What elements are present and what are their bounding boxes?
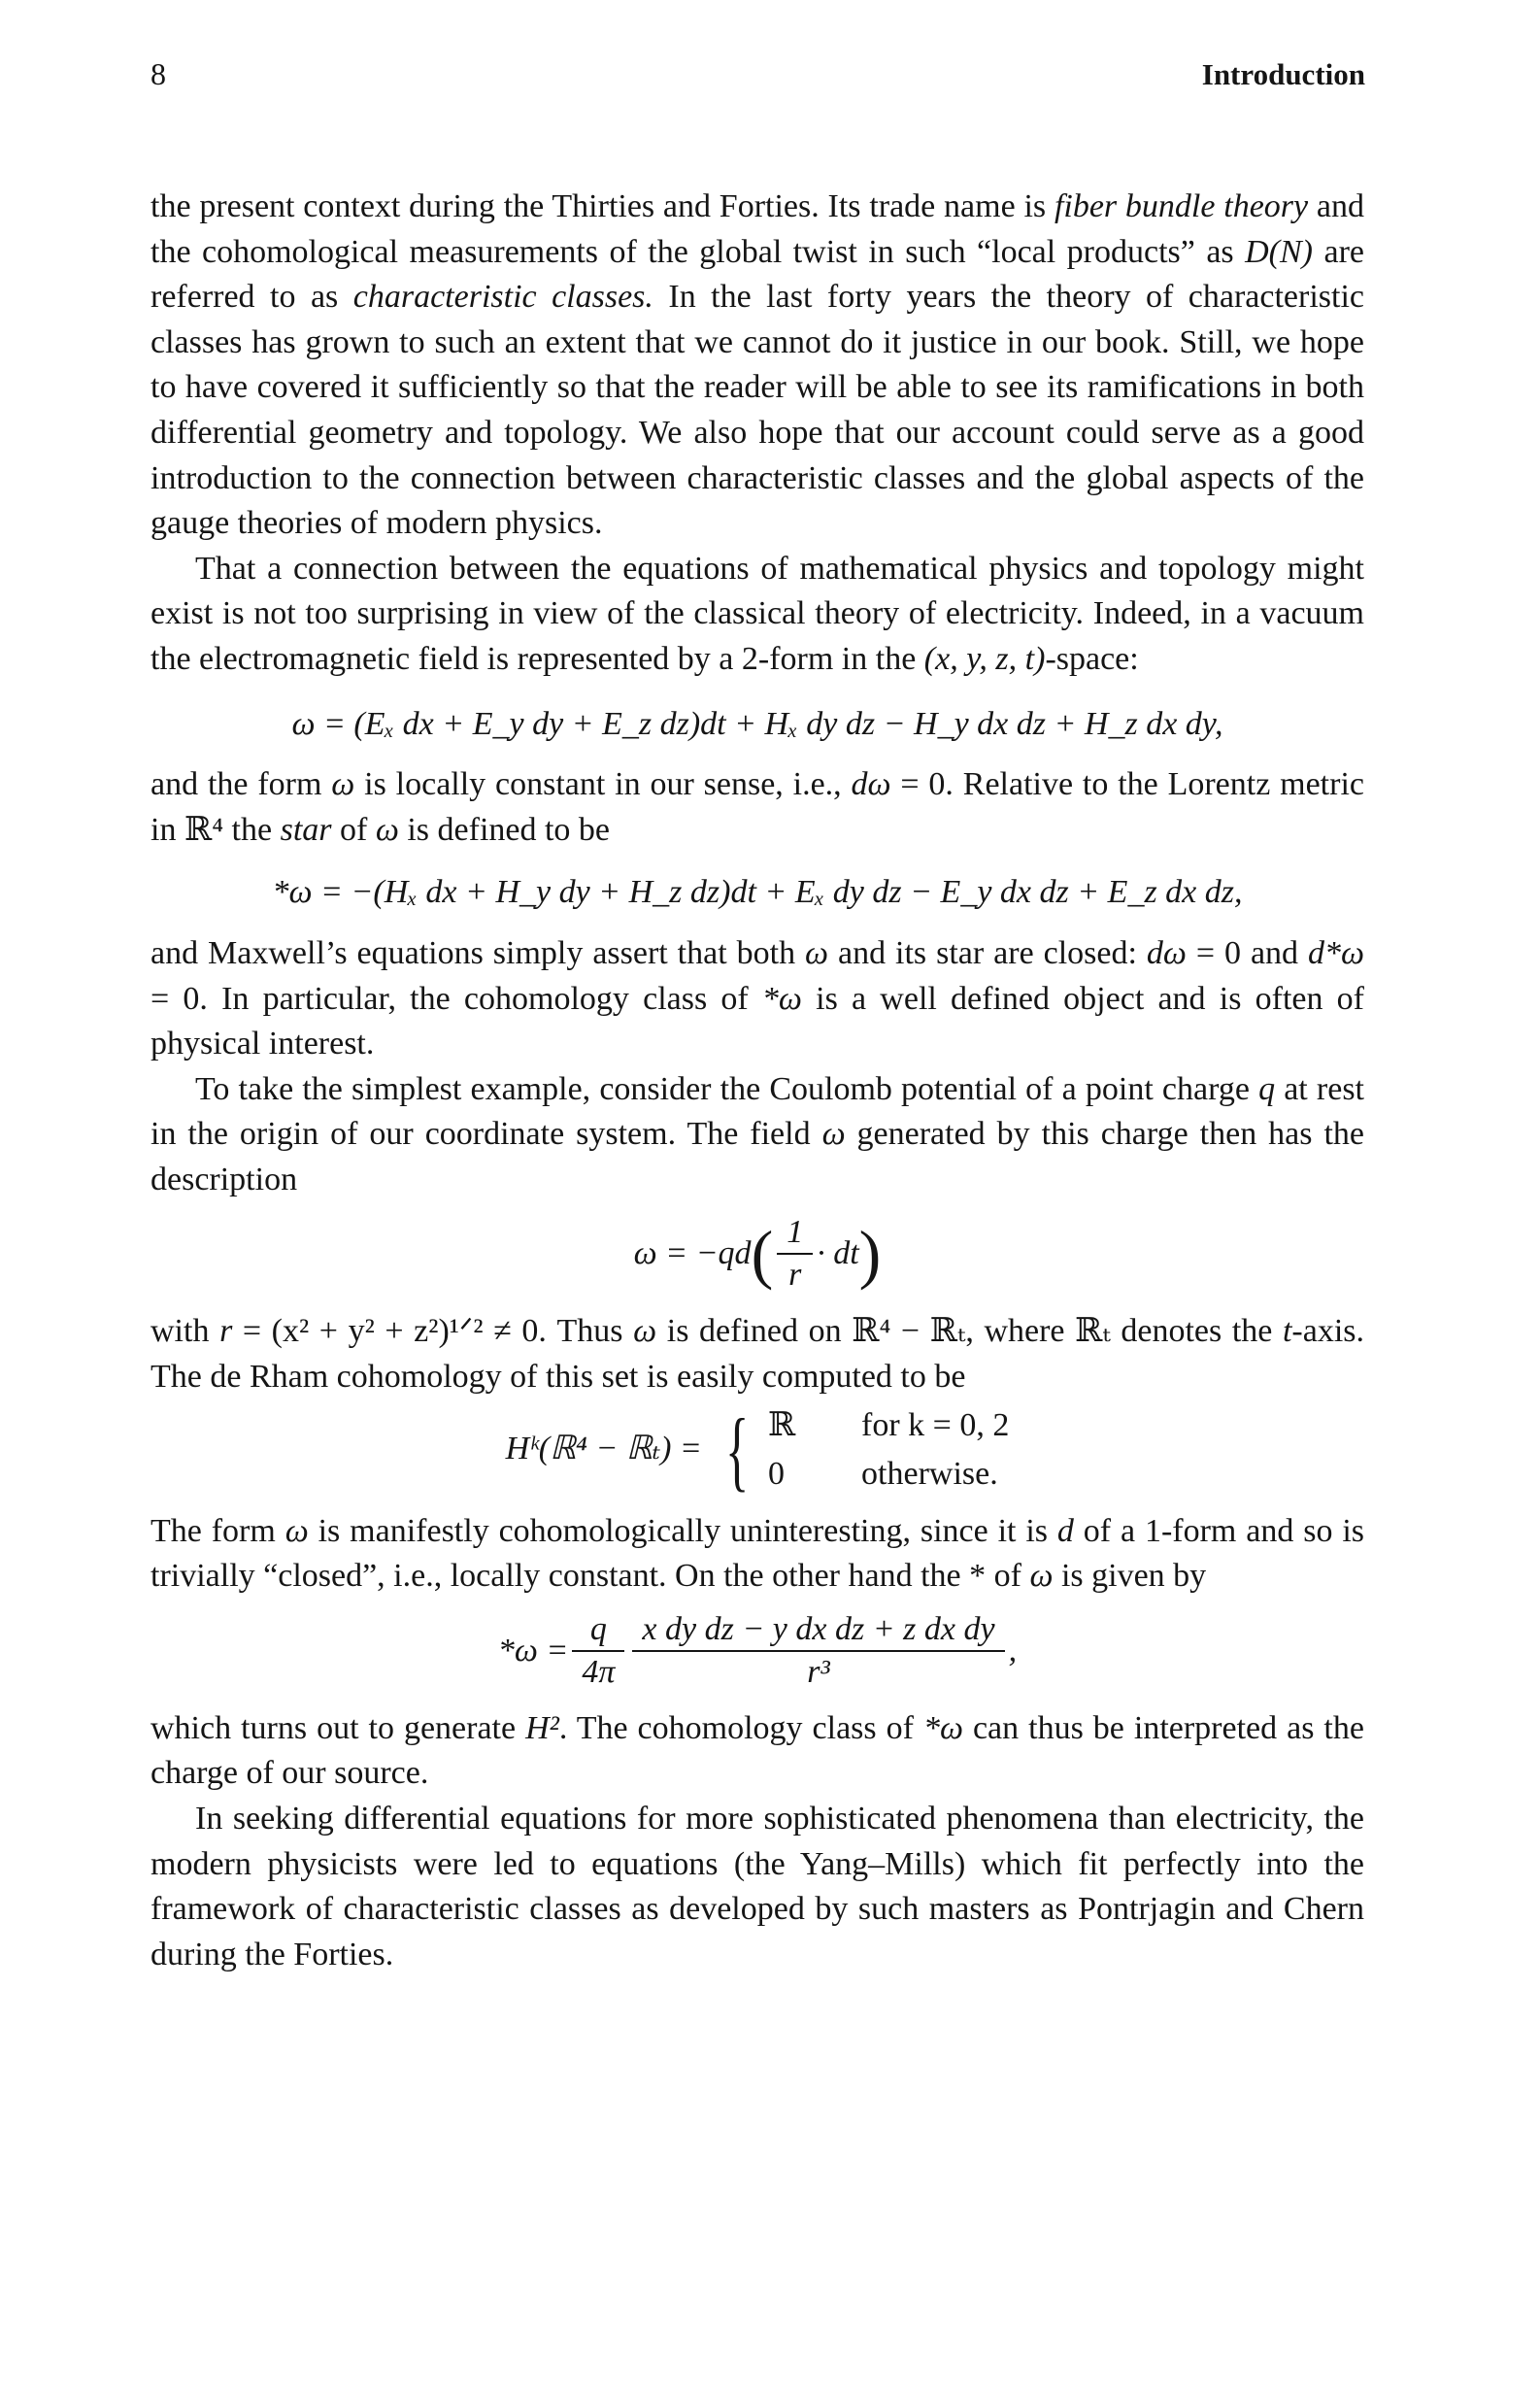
equation-de-rham	[151, 1399, 1364, 1500]
text: the present context during the Thirties and Forties. Its trade name is	[151, 188, 1055, 224]
text: generated by this charge then has the description	[151, 1116, 1364, 1197]
right-paren: )	[858, 1217, 882, 1292]
paragraph-3	[151, 762, 1364, 853]
running-head	[151, 56, 1365, 92]
numerator: 1	[777, 1212, 813, 1255]
text: is manifestly cohomologically uninteresting, since it is	[308, 1512, 1057, 1549]
math: ω	[331, 766, 355, 803]
equation-lhs: ω = −qd	[633, 1235, 752, 1272]
text: That a connection between the equations of mathematical physics and topology might exist is not too surprising in view of the classical theory of electricity. Indeed, in a vacuum the electromagnetic field is represented by a 2-form in the	[151, 550, 1364, 677]
text: is defined to be	[398, 811, 611, 848]
math: dω	[1146, 934, 1187, 971]
fraction-flux-over-r-cubed	[632, 1609, 1004, 1693]
math: H²	[525, 1709, 559, 1746]
left-paren: (	[751, 1217, 774, 1292]
text: are referred to as	[151, 233, 1364, 316]
equation-star-omega-coulomb	[151, 1609, 1364, 1693]
math: D(N)	[1245, 233, 1314, 270]
equation-lhs: *ω =	[497, 1632, 569, 1668]
paragraph-2	[151, 547, 1364, 683]
term-fiber-bundle-theory: fiber bundle theory	[1054, 188, 1309, 224]
numerator: x dy dz − y dx dz + z dx dy	[632, 1609, 1004, 1652]
paragraph-5	[151, 1067, 1364, 1203]
text: -axis. The de Rham cohomology of this set is easily computed to be	[151, 1313, 1365, 1396]
text: and Maxwell’s equations simply assert that both	[151, 934, 806, 971]
chapter-title: Introduction	[1201, 57, 1365, 91]
page-number: 8	[151, 56, 166, 91]
math: *ω	[761, 980, 802, 1017]
fraction-q-over-4pi	[572, 1609, 624, 1693]
case-value: 0	[768, 1455, 786, 1492]
numerator: q	[572, 1609, 624, 1652]
text: which turns out to generate	[151, 1709, 526, 1746]
fraction-one-over-r	[777, 1212, 813, 1296]
text: with	[151, 1313, 220, 1350]
text: -space:	[1045, 640, 1139, 677]
equation-tail: · dt	[817, 1235, 859, 1272]
math: t	[1282, 1313, 1292, 1350]
text: is defined on ℝ⁴ − ℝₜ, where ℝₜ denotes the	[656, 1313, 1283, 1350]
paragraph-8	[151, 1706, 1364, 1797]
text: is given by	[1053, 1558, 1207, 1595]
math: r	[219, 1313, 233, 1350]
text: . The cohomology class of	[558, 1709, 923, 1746]
math: ω	[1029, 1558, 1054, 1595]
paragraph-4	[151, 931, 1364, 1067]
equation-tail: ,	[1008, 1632, 1018, 1668]
page-body	[151, 185, 1364, 1977]
case-condition: otherwise.	[861, 1455, 998, 1492]
math: ω	[805, 934, 829, 971]
text: of	[331, 811, 376, 848]
text: = 0. Relative to the Lorentz metric in ℝ⁴ the	[151, 766, 1364, 848]
text: is a well defined object and is often of physical interest.	[151, 980, 1365, 1062]
paragraph-7	[151, 1509, 1364, 1600]
text: is locally constant in our sense, i.e.,	[354, 766, 852, 803]
case-value: ℝ	[768, 1406, 796, 1443]
text: The form	[151, 1512, 285, 1549]
denominator: 4π	[582, 1653, 616, 1690]
math: d*ω	[1307, 934, 1364, 971]
math: ω	[633, 1313, 657, 1350]
text: = 0 and	[1186, 934, 1308, 971]
equation-coulomb	[151, 1212, 1364, 1296]
text: To take the simplest example, consider the Coulomb potential of a point charge	[195, 1070, 1259, 1107]
text: In the last forty years the theory of characteristic classes has grown to such an extent that we cannot do it justice in our book. Still, we hope to have covered it sufficiently so that the reader will be able to see its ramifications in both differential geometry and topology. We also hope that our account could serve as a good introduction to the connection between characteristic classes and the global aspects of the gauge theories of modern physics.	[151, 279, 1364, 542]
denominator: r³	[807, 1653, 830, 1690]
left-brace: {	[724, 1399, 750, 1500]
math: ω	[375, 811, 399, 848]
text: and its star are closed:	[828, 934, 1147, 971]
text: = (x² + y² + z²)¹ᐟ² ≠ 0. Thus	[232, 1313, 634, 1350]
math: d	[1056, 1512, 1074, 1549]
term-characteristic-classes: characteristic classes.	[352, 279, 653, 316]
math: ω	[821, 1116, 846, 1153]
cases	[768, 1404, 1009, 1496]
paragraph-6	[151, 1309, 1364, 1399]
math: (x, y, z, t)	[923, 640, 1046, 677]
denominator: r	[788, 1257, 802, 1294]
term-star: star	[280, 811, 332, 848]
math: q	[1258, 1070, 1276, 1107]
paragraph-9: In seeking differential equations for more sophisticated phenomena than electricity, the modern physicists were led to equations (the Yang–Mills) which fit perfectly into the framework of characteristic classes as developed by such masters as Pontrjagin and Chern during the Forties.	[151, 1801, 1364, 1972]
text: can thus be interpreted as the charge of our source.	[151, 1709, 1364, 1792]
math: *ω	[922, 1709, 963, 1746]
equation-lhs: Hᵏ(ℝ⁴ − ℝₜ) =	[505, 1431, 702, 1467]
math: dω	[851, 766, 891, 803]
text: of a 1-form and so is trivially “closed”, i.e., locally constant. On the other hand the * of	[151, 1512, 1365, 1595]
equation-omega: ω = (Eₓ dx + E_y dy + E_z dz)dt + Hₓ dy dz − H_y dx dz + H_z dx dy,	[291, 705, 1223, 742]
text: = 0. In particular, the cohomology class of	[151, 980, 762, 1017]
paragraph-1	[151, 185, 1364, 547]
equation-star-omega: *ω = −(Hₓ dx + H_y dy + H_z dz)dt + Eₓ dy dz − E_y dx dz + E_z dx dz,	[272, 874, 1243, 911]
text: at rest in the origin of our coordinate system. The field	[151, 1070, 1364, 1153]
text: and the cohomological measurements of the global twist in such “local products” as	[151, 188, 1364, 270]
math: ω	[285, 1512, 309, 1549]
text: and the form	[151, 766, 332, 803]
case-condition: for k = 0, 2	[861, 1406, 1010, 1443]
